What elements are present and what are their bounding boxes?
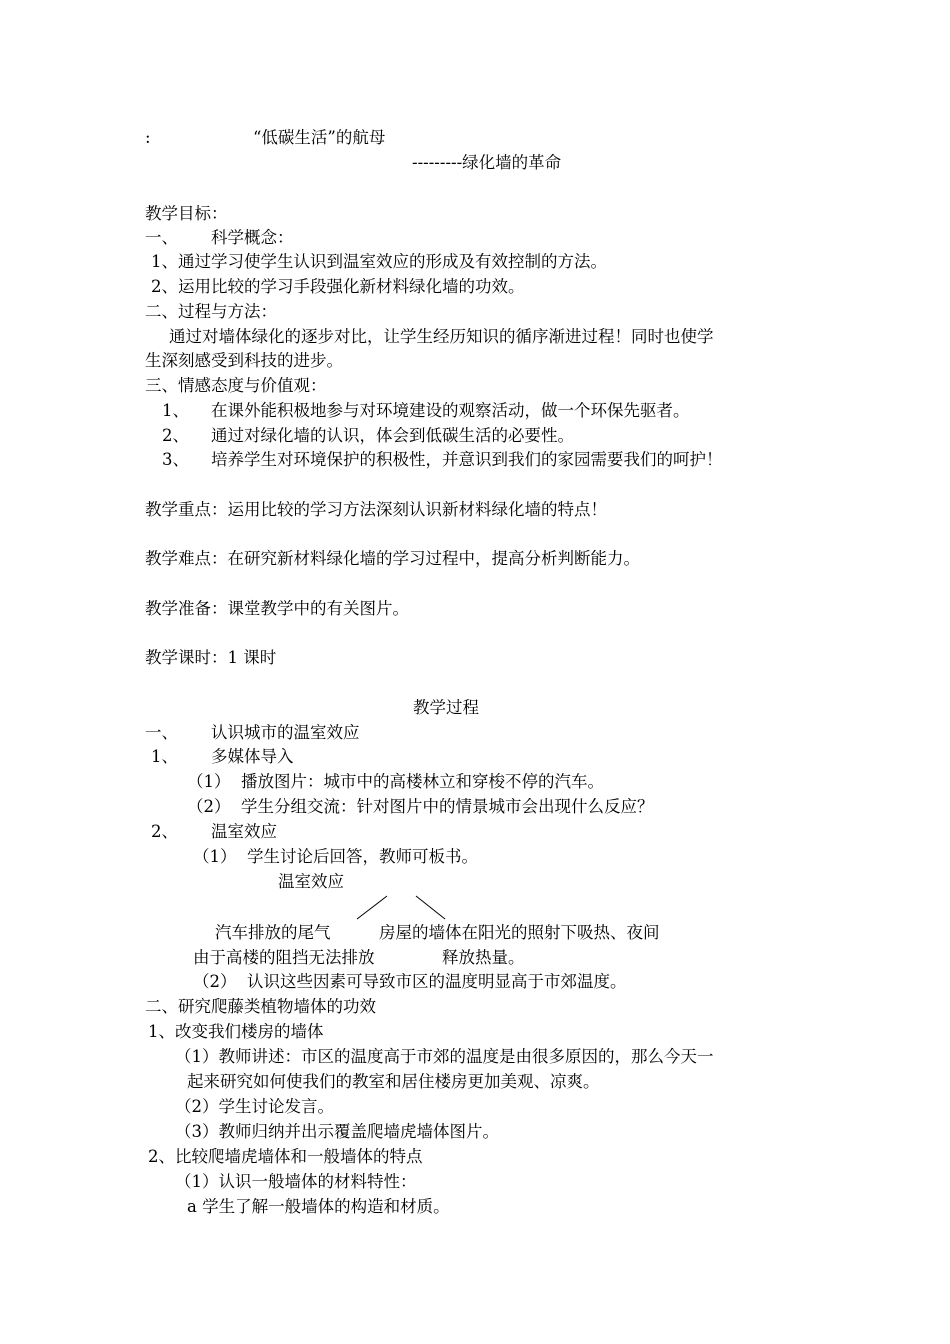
diagram-left-label: 汽车排放的尾气: [215, 923, 331, 942]
list-number: 3、: [162, 450, 189, 469]
section-number: 一、: [145, 723, 178, 742]
subsection-title: 2、比较爬墙虎墙体和一般墙体的特点: [148, 1147, 423, 1166]
diagram-right-branch: [416, 896, 445, 919]
diagram-center-label: 温室效应: [278, 872, 344, 891]
list-number: 1、: [162, 401, 189, 420]
section-title: 科学概念：: [211, 228, 294, 247]
list-number: 1、: [151, 747, 178, 766]
subsection-title: 1、改变我们楼房的墙体: [148, 1022, 324, 1041]
document-title: “低碳生活”的航母: [253, 128, 386, 147]
list-item: 在课外能积极地参与对环境建设的观察活动，做一个环保先驱者。: [211, 401, 690, 420]
list-item: （2） 认识这些因素可导致市区的温度明显高于市郊温度。: [193, 972, 627, 991]
list-item: 通过对绿化墙的认识，体会到低碳生活的必要性。: [211, 426, 574, 445]
list-item: 培养学生对环境保护的积极性，并意识到我们的家园需要我们的呵护！: [211, 450, 723, 469]
list-item: 2、运用比较的学习手段强化新材料绿化墙的功效。: [151, 277, 525, 296]
diagram-left-branch: [357, 896, 387, 919]
paragraph-line: 通过对墙体绿化的逐步对比，让学生经历知识的循序渐进过程！同时也使学: [169, 327, 714, 346]
key-point: 教学重点：运用比较的学习方法深刻认识新材料绿化墙的特点！: [145, 500, 607, 519]
preparation: 教学准备：课堂教学中的有关图片。: [145, 599, 409, 618]
list-item: （1） 播放图片：城市中的高楼林立和穿梭不停的汽车。: [187, 772, 604, 791]
subsection-title: 温室效应: [211, 822, 277, 841]
list-item: （3）教师归纳并出示覆盖爬墙虎墙体图片。: [175, 1122, 499, 1141]
section-title: 二、过程与方法：: [145, 302, 277, 321]
list-item: （1）认识一般墙体的材料特性：: [175, 1172, 417, 1191]
process-heading: 教学过程: [413, 698, 479, 717]
difficulty: 教学难点：在研究新材料绿化墙的学习过程中，提高分析判断能力。: [145, 549, 640, 568]
list-item: （2） 学生分组交流：针对图片中的情景城市会出现什么反应？: [187, 797, 654, 816]
section-title: 认识城市的温室效应: [211, 723, 360, 742]
header-colon: :: [145, 128, 151, 147]
list-item: （1）教师讲述：市区的温度高于市郊的温度是由很多原因的，那么今天一: [175, 1047, 714, 1066]
diagram-right-label: 房屋的墙体在阳光的照射下吸热、夜间: [379, 923, 660, 942]
section-title: 三、情感态度与价值观：: [145, 376, 327, 395]
list-item: 起来研究如何使我们的教室和居住楼房更加美观、凉爽。: [187, 1072, 600, 1091]
list-item: （2）学生讨论发言。: [175, 1097, 334, 1116]
objectives-heading: 教学目标：: [145, 204, 228, 223]
class-hours: 教学课时：1 课时: [145, 648, 277, 667]
document-subtitle: ---------绿化墙的革命: [412, 153, 562, 172]
section-number: 一、: [145, 228, 178, 247]
section-title: 二、研究爬藤类植物墙体的功效: [145, 997, 376, 1016]
list-number: 2、: [162, 426, 189, 445]
list-number: 2、: [151, 822, 178, 841]
list-item: （1） 学生讨论后回答，教师可板书。: [193, 847, 478, 866]
diagram-left-label: 由于高楼的阻挡无法排放: [193, 948, 375, 967]
subsection-title: 多媒体导入: [211, 747, 294, 766]
list-item: 1、通过学习使学生认识到温室效应的形成及有效控制的方法。: [151, 252, 607, 271]
list-item: a 学生了解一般墙体的构造和材质。: [187, 1197, 450, 1216]
paragraph-line: 生深刻感受到科技的进步。: [145, 351, 343, 370]
diagram-right-label: 释放热量。: [442, 948, 525, 967]
